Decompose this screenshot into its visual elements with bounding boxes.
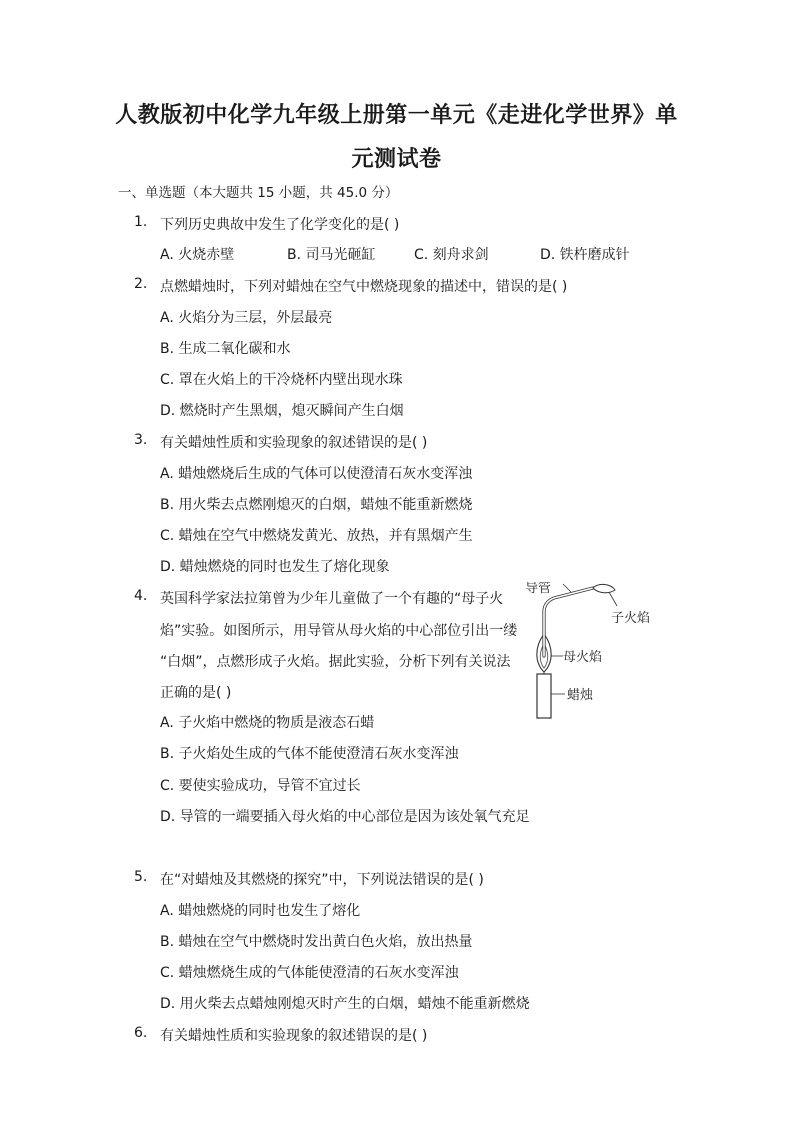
question-2-option-b: B. 生成二氧化碳和水 xyxy=(160,341,291,357)
question-1-text: 下列历史典故中发生了化学变化的是( ) xyxy=(160,217,400,233)
child-flame-shape xyxy=(593,584,615,592)
section-header: 一、单选题（本大题共 15 小题，共 45.0 分） xyxy=(118,185,399,201)
question-2-option-d: D. 燃烧时产生黑烟，熄灭瞬间产生白烟 xyxy=(160,403,404,419)
question-1-option-c: C. 刻舟求剑 xyxy=(414,247,489,263)
question-3-text: 有关蜡烛性质和实验现象的叙述错误的是( ) xyxy=(160,435,428,451)
question-4-option-c: C. 要使实验成功，导管不宜过长 xyxy=(160,778,361,794)
question-4-text-line2: 焰”实验。如图所示，用导管从母火焰的中心部位引出一缕 xyxy=(160,623,518,639)
label-tube: 导管 xyxy=(525,582,552,596)
question-4-text-line1: 英国科学家法拉第曾为少年儿童做了一个有趣的“母子火 xyxy=(160,591,504,607)
mother-child-flame-figure xyxy=(525,582,670,722)
exam-title-line1: 人教版初中化学九年级上册第一单元《走进化学世界》单 xyxy=(115,102,678,128)
question-4-option-d: D. 导管的一端要插入母火焰的中心部位是因为该处氧气充足 xyxy=(160,809,530,825)
question-3-number: 3. xyxy=(134,432,148,448)
question-6-text: 有关蜡烛性质和实验现象的叙述错误的是( ) xyxy=(160,1028,428,1044)
question-5-number: 5. xyxy=(134,869,148,885)
exam-title-line2: 元测试卷 xyxy=(351,146,442,172)
question-3-option-b: B. 用火柴去点燃刚熄灭的白烟，蜡烛不能重新燃烧 xyxy=(160,497,473,513)
question-6-number: 6. xyxy=(134,1025,148,1041)
question-5-option-b: B. 蜡烛在空气中燃烧时发出黄白色火焰，放出热量 xyxy=(160,934,473,950)
question-1-option-b: B. 司马光砸缸 xyxy=(287,247,376,263)
question-4-option-a: A. 子火焰中燃烧的物质是液态石蜡 xyxy=(160,715,375,731)
question-4-number: 4. xyxy=(134,588,148,604)
tube-outer-shape xyxy=(544,588,593,656)
question-5-option-c: C. 蜡烛燃烧生成的气体能使澄清的石灰水变浑浊 xyxy=(160,965,459,981)
question-2-text: 点燃蜡烛时，下列对蜡烛在空气中燃烧现象的描述中，错误的是( ) xyxy=(160,279,568,295)
child-flame-leader-line xyxy=(609,592,617,606)
question-3-option-a: A. 蜡烛燃烧后生成的气体可以使澄清石灰水变浑浊 xyxy=(160,466,473,482)
question-1-option-a: A. 火烧赤壁 xyxy=(160,247,235,263)
question-5-option-a: A. 蜡烛燃烧的同时也发生了熔化 xyxy=(160,903,361,919)
question-1-number: 1. xyxy=(134,214,148,230)
tube-leader-line xyxy=(563,584,571,592)
question-3-option-c: C. 蜡烛在空气中燃烧发黄光、放热，并有黑烟产生 xyxy=(160,528,473,544)
question-3-option-d: D. 蜡烛燃烧的同时也发生了熔化现象 xyxy=(160,559,390,575)
question-1-option-d: D. 铁杵磨成针 xyxy=(540,247,630,263)
question-4-text-line3: “白烟”，点燃形成子火焰。据此实验，分析下列有关说法 xyxy=(160,654,511,670)
question-4-text-line4: 正确的是( ) xyxy=(160,685,232,701)
label-child-flame: 子火焰 xyxy=(611,611,651,626)
candle-shape xyxy=(537,674,551,718)
question-2-option-c: C. 罩在火焰上的干冷烧杯内壁出现水珠 xyxy=(160,372,403,388)
question-2-number: 2. xyxy=(134,276,148,292)
question-5-text: 在“对蜡烛及其燃烧的探究”中，下列说法错误的是( ) xyxy=(160,872,484,888)
question-4-option-b: B. 子火焰处生成的气体不能使澄清石灰水变浑浊 xyxy=(160,746,459,762)
question-5-option-d: D. 用火柴去点蜡烛刚熄灭时产生的白烟，蜡烛不能重新燃烧 xyxy=(160,996,530,1012)
label-mother-flame: 母火焰 xyxy=(563,650,603,665)
label-candle: 蜡烛 xyxy=(567,688,594,703)
question-2-option-a: A. 火焰分为三层，外层最亮 xyxy=(160,310,333,326)
